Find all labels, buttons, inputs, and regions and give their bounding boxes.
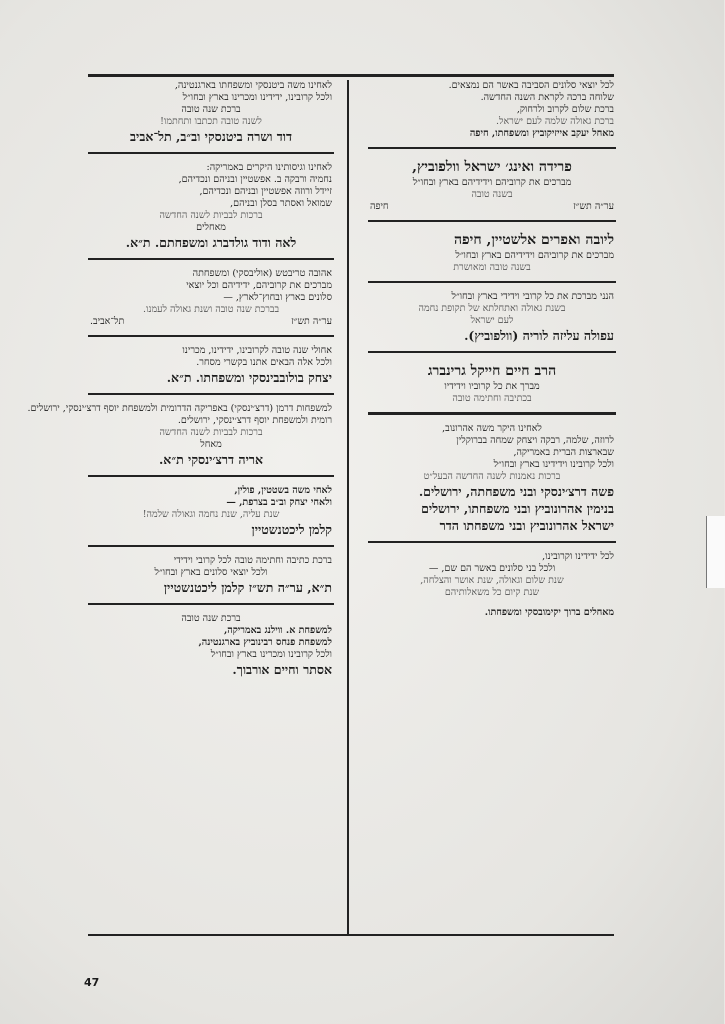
greeting-notice <box>27 403 334 468</box>
ad-separator <box>368 147 616 149</box>
notice-line: לכל ידידינו וקרובינו, <box>542 551 614 562</box>
notice-signature: יצחק בולובבינסקי ומשפחתו. ת״א. <box>166 370 332 385</box>
greeting-notice <box>88 162 334 251</box>
ad-separator <box>368 281 616 283</box>
notice-line: נחמיה ורבקה ב. אפשטיין ובניהם ונכדיהם, <box>178 174 332 185</box>
notice-signature: לאה ודוד גולדברג ומשפחתם. ת״א. <box>125 235 297 250</box>
notice-line: למשפחות דרמן (דרצ׳ינסקי) באפריקה הדרומית ולמשפחת יוסף דרצ׳ינסקי, ירושלים. <box>27 403 332 414</box>
column-divider <box>347 80 349 936</box>
notice-line: ולכל יוצאי סלונים בארץ ובחו״ל <box>154 567 268 578</box>
greeting-notice <box>88 555 334 596</box>
notice-line: בשנה טובה <box>471 189 513 200</box>
notice-date: ער״ה תש״ז <box>291 316 332 327</box>
notice-place: חיפה <box>370 201 389 212</box>
notice-line: לאחי משה בשטטין, פולין, <box>234 485 332 496</box>
notice-line <box>90 316 332 328</box>
notice-line: ברכות נאמנות לשנה החדשה הבעל״ט <box>423 471 561 482</box>
notice-line: מאחל יעקב אייזיקוביץ ומשפחתו, חיפה <box>469 128 614 139</box>
notice-signature: הרב חיים חייקל גרינברג <box>427 363 557 379</box>
ad-separator <box>88 258 334 260</box>
notice-signature: ישראל אהרונוביץ ובני משפחתו הדר <box>439 518 614 533</box>
notice-line: זיידל ורוזה אפשטיין ובניהם ונכדיהם, <box>199 186 332 197</box>
notice-line: ולכל אלה הבאים אתנו בקשרי מסחר. <box>196 357 332 368</box>
notice-line: מברכים את קרוביהם וידידיהם בארץ ובחו״ל <box>412 177 572 188</box>
notice-line: שמואל ואסתר בסלן ובניהם, <box>230 198 332 209</box>
notice-signature: דוד ושרה ביטנסקי וב״ב, תל־אביב <box>130 129 292 144</box>
ad-separator <box>88 152 334 154</box>
notice-line: ולכל קרובינו וידידינו בארץ ובחו״ל <box>493 459 614 470</box>
greeting-notice <box>88 613 334 678</box>
notice-line: אחולי שנה טובה לקרובינו, ידידינו, מכרינו <box>182 345 332 356</box>
notice-line: לאחינו משה ביטנסקי ומשפחתו בארגנטינה, <box>174 80 332 91</box>
ad-separator <box>88 393 334 395</box>
notice-line: ברכת שנה טובה <box>181 104 241 115</box>
top-rule <box>88 74 614 77</box>
notice-line: ברכת שנה טובה <box>181 613 241 624</box>
right-column <box>368 80 616 619</box>
ad-separator <box>88 335 334 337</box>
notice-line: ברכת כתיבה וחתימה טובה לכל קרובי וידידי <box>173 555 332 566</box>
greeting-notice <box>88 345 334 386</box>
notice-date: ער״ה תש״ז <box>573 201 614 212</box>
notice-line: מברך את כל קרוביו וידידיו <box>444 381 540 392</box>
greeting-notice <box>368 230 616 274</box>
notice-line: לאחינו וגיסותינו היקרים באמריקה: <box>206 162 332 173</box>
notice-line: מאחלים <box>196 222 226 233</box>
notice-line: שלוחה ברכה לקראת השנה החדשה. <box>480 92 614 103</box>
notice-line: בשנת גאולה ואתחלתא של תקופת נחמה <box>418 303 566 314</box>
ad-separator <box>368 220 616 222</box>
notice-signature: פרידה ואינג׳ ישראל וולפוביץ, <box>412 159 572 175</box>
notice-signature: עפולה עליזה לוריה (וולפוביץ). <box>464 328 614 343</box>
page-number: 47 <box>84 976 100 989</box>
greeting-notice <box>88 485 334 538</box>
notice-line: שנת קיום כל משאלותיהם <box>444 587 540 598</box>
notice-line: מאחלים ברוך יקימובסקי ומשפחתו. <box>484 607 614 618</box>
notice-line: לכל יוצאי סלונים הסביבה באשר הם נמצאים. <box>448 80 614 91</box>
notice-line: ברכות לבביות לשנה החדשה <box>159 427 263 438</box>
notice-line: לרוזה, שלמה, רבקה ויצחק שמחה בברוקלין <box>456 435 614 446</box>
ad-separator <box>88 603 334 605</box>
notice-line: שנת עליה, שנת נחמה וגאולה שלמה! <box>142 509 280 520</box>
notice-line: ברכת שלום לקרוב ולרחוק, <box>516 104 614 115</box>
notice-line: ולאחי יצחק וב״ב בצרפת, — <box>226 497 332 508</box>
notice-signature: קלמן ליכטנשטיין <box>251 522 332 537</box>
notice-line: לאחינו היקר משה אהרונוב, <box>442 423 542 434</box>
notice-line: לעם ישראל <box>470 315 514 326</box>
notice-signature: ליובה ואפרים אלשטיין, חיפה <box>453 232 614 248</box>
torn-page-edge <box>706 516 725 588</box>
greeting-notice <box>368 551 616 619</box>
notice-signature: אסתר וחיים אורבוך. <box>232 662 332 677</box>
notice-line: ולכל קרובינו, ידידינו ומכרינו בארץ ובחו״ל <box>182 92 332 103</box>
notice-signature: אריה דרצ׳ינסקי ת״א. <box>158 452 264 467</box>
notice-line: ברכות לבביות לשנה החדשה <box>159 210 263 221</box>
left-column <box>27 80 334 678</box>
notice-line: שנת שלום וגאולה, שנת אושר והצלחה, <box>420 575 564 586</box>
greeting-notice <box>368 361 616 405</box>
notice-line: הנני מברכת את כל קרובי וידידי בארץ ובחו״ל <box>451 291 614 302</box>
notice-line: מאחל <box>200 439 222 450</box>
notice-line: ולכל קרובינו ומכרינו בארץ ובחו״ל <box>210 649 332 660</box>
notice-line <box>370 599 614 607</box>
notice-line: בברכת שנה טובה ושנת גאולה לעמנו. <box>142 304 280 315</box>
notice-line: ברכת גאולה שלמה לעם ישראל. <box>496 116 614 127</box>
notice-line: סלונים בארץ ובחוץ־לארץ, — <box>223 292 332 303</box>
notice-signature: בנימין אהרונוביץ ובני משפחתו, ירושלים <box>421 501 614 516</box>
greeting-notice <box>368 157 616 213</box>
notice-line: בשנה טובה ומאושרת <box>453 262 531 273</box>
notice-line: ולכל בני סלונים באשר הם שם, — <box>428 563 556 574</box>
ad-separator <box>368 412 616 415</box>
ad-separator <box>368 541 616 543</box>
notice-line: רומית ולמשפחת יוסף דרצ׳ינסקי, ירושלים. <box>177 415 332 426</box>
notice-line: מברכים את קרוביהם וידידיהם בארץ ובחו״ל <box>455 250 614 261</box>
greeting-notice <box>88 80 334 145</box>
bottom-rule <box>88 934 614 936</box>
notice-line: אהובה טריבטש (אוליבסקי) ומשפחתה <box>192 268 332 279</box>
ad-separator <box>88 475 334 477</box>
notice-signature: ת״א, ער״ה תש״ז קלמן ליכטנשטיין <box>163 580 332 595</box>
notice-line: לשנה טובה תכתבו ותחתמו! <box>160 116 262 127</box>
greeting-notice <box>88 268 334 328</box>
greeting-notice <box>368 291 616 344</box>
notice-line: למשפחת א. ווילנג באמריקה, <box>223 625 332 636</box>
ad-separator <box>368 351 616 353</box>
notice-signature: פשה דרצ׳ינסקי ובני משפחתה, ירושלים. <box>418 484 614 499</box>
greeting-notice <box>368 80 616 140</box>
notice-line: שבארצות הברית באמריקה, <box>513 447 614 458</box>
ad-separator <box>88 545 334 547</box>
notice-line <box>370 201 614 213</box>
notice-line: מברכים את קרוביהם, ידידיהם וכל יוצאי <box>186 280 332 291</box>
notice-line: למשפחת פנחס רבינוביץ בארגנטינה, <box>198 637 332 648</box>
greeting-notice <box>368 423 616 534</box>
notice-place: תל־אביב. <box>90 316 125 327</box>
notice-line: בכתיבה וחתימה טובה <box>452 393 532 404</box>
